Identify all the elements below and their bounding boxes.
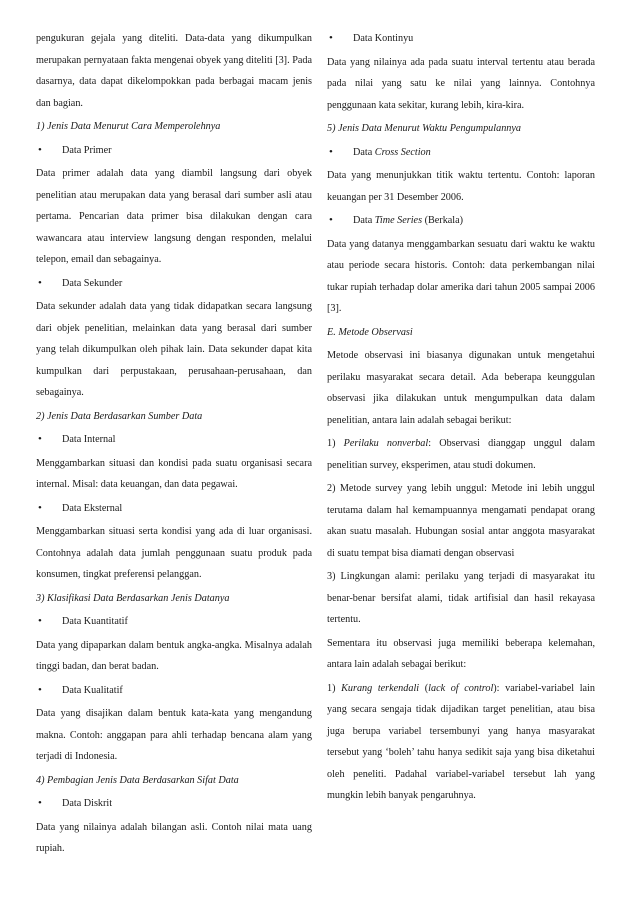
bullet-item: • Data Kualitatif — [36, 680, 312, 702]
section-heading: E. Metode Observasi — [327, 326, 413, 338]
paragraph: Metode observasi ini biasanya digunakan untuk mengetahui perilaku masyarakat secara detail. Ada beberapa keunggulan observasi jika dilakukan untuk mengumpulkan data dalam penelitian, antara lain adalah sebagai berikut: — [327, 350, 595, 426]
paragraph: Data yang nilainya ada pada suatu interval tertentu atau berada pada nilai yang satu ke nilai yang lainnya. Contohnya penggunaan kata sekitar, kurang lebih, kira-kira. — [327, 56, 595, 111]
paragraph — [327, 678, 595, 807]
paragraph-text: : Observasi dianggap unggul dalam penelitian survey, eksperimen, atau studi dokumen. — [327, 438, 595, 471]
bullet-text: Data — [353, 215, 375, 226]
paragraph: Menggambarkan situasi dan kondisi pada suatu organisasi secara internal. Misal: data keuangan, dan data pegawai. — [36, 457, 312, 490]
section-heading: 5) Jenis Data Menurut Waktu Pengumpulannya — [327, 123, 521, 134]
bullet-item: • Data Internal — [36, 429, 312, 451]
right-column — [327, 28, 595, 809]
emphasis-term: Perilaku nonverbal — [343, 438, 429, 449]
bullet-item: • Data Kuantitatif — [36, 611, 312, 633]
section-heading: 3) Klasifikasi Data Berdasarkan Jenis Datanya — [36, 592, 230, 604]
paragraph: Data yang nilainya adalah bilangan asli. Contoh nilai mata uang rupiah. — [36, 821, 312, 854]
left-column — [36, 28, 312, 862]
bullet-item: • Data Eksternal — [36, 498, 312, 520]
bullet-emphasis: Time Series — [374, 215, 423, 226]
paragraph-text: ( — [419, 682, 429, 694]
paragraph: Menggambarkan situasi serta kondisi yang ada di luar organisasi. Contohnya adalah data jumlah penggunaan suatu produk pada konsumen, tingkat preferensi pelanggan. — [36, 526, 312, 580]
bullet-item: • Data Primer — [36, 140, 312, 162]
list-number: 1) — [327, 682, 342, 694]
emphasis-term: lack of control — [428, 682, 494, 694]
bullet-item: • Data Kontinyu — [327, 28, 595, 50]
paragraph: 2) Metode survey yang lebih unggul: Metode ini lebih unggul terutama dalam hal kemampuannya mengamati pendapat orang akan suatu masalah. Hubungan sosial antar anggota masyarakat di suatu tempat bisa diamati dengan observasi — [327, 483, 595, 559]
paragraph-text: ): variabel-variabel lain yang secara sengaja tidak dijadikan target penelitian, atau bisa juga berupa variabel tersembunyi yang hanya masyarakat tersebut yang ‘boleh’ tahu hanya sedikit saja yang bisa diketahui oleh peneliti. Padahal variabel-variabel tersebut lah yang mungkin lebih banyak pengaruhnya. — [327, 682, 595, 801]
paragraph: Sementara itu observasi juga memiliki beberapa kelemahan, antara lain adalah sebagai berikut: — [327, 637, 595, 670]
section-heading: 1) Jenis Data Menurut Cara Memperolehnya — [36, 121, 221, 132]
paragraph — [327, 433, 595, 476]
bullet-text: (Berkala) — [422, 215, 464, 226]
paragraph: Data primer adalah data yang diambil langsung dari obyek penelitian atau merupakan data yang berasal dari sumber asli atau pertama. Pencarian data primer bisa dilakukan dengan cara wawancara atau interview langsung dengan responden, melalui telepon, email dan sebagainya. — [36, 168, 312, 265]
list-number: 1) — [327, 438, 344, 449]
paragraph: 3) Lingkungan alami: perilaku yang terjadi di masyarakat itu benar-benar bersifat alami, tidak artifisial dan hasil rekayasa tertentu. — [327, 571, 595, 625]
bullet-text: Data — [353, 146, 375, 158]
section-heading: 4) Pembagian Jenis Data Berdasarkan Sifat Data — [36, 774, 239, 786]
bullet-item — [327, 142, 595, 164]
bullet-emphasis: Cross Section — [374, 146, 431, 158]
paragraph: Data yang dipaparkan dalam bentuk angka-angka. Misalnya adalah tinggi badan, dan berat badan. — [36, 639, 312, 672]
paragraph: pengukuran gejala yang diteliti. Data-data yang dikumpulkan merupakan pernyataan fakta mengenai obyek yang diteliti [3]. Pada dasarnya, data dapat dikelompokkan pada berbagai macam jenis dan bagian. — [36, 33, 312, 109]
bullet-item: • Data Diskrit — [36, 793, 312, 815]
section-heading: 2) Jenis Data Berdasarkan Sumber Data — [36, 410, 203, 422]
emphasis-term: Kurang terkendali — [341, 682, 420, 694]
paragraph: Data sekunder adalah data yang tidak didapatkan secara langsung dari objek penelitian, melainkan data yang berasal dari sumber yang telah dikumpulkan oleh pihak lain. Data sekunder dapat kita kumpulkan dari perpustakaan, perusahaan-perusahaan, dan sebagainya. — [36, 301, 312, 398]
bullet-item: • Data Sekunder — [36, 273, 312, 295]
paragraph: Data yang menunjukkan titik waktu tertentu. Contoh: laporan keuangan per 31 Desember 2006. — [327, 170, 595, 203]
bullet-item — [327, 210, 595, 232]
paragraph: Data yang datanya menggambarkan sesuatu dari waktu ke waktu atau periode secara historis. Contoh: data perkembangan nilai tukar rupiah terhadap dolar amerika dari tahun 2005 sampai 2006 [3]. — [327, 238, 595, 314]
paragraph: Data yang disajikan dalam bentuk kata-kata yang mengandung makna. Contoh: anggapan para ahli terhadap bencana alam yang terjadi di Indonesia. — [36, 708, 312, 762]
